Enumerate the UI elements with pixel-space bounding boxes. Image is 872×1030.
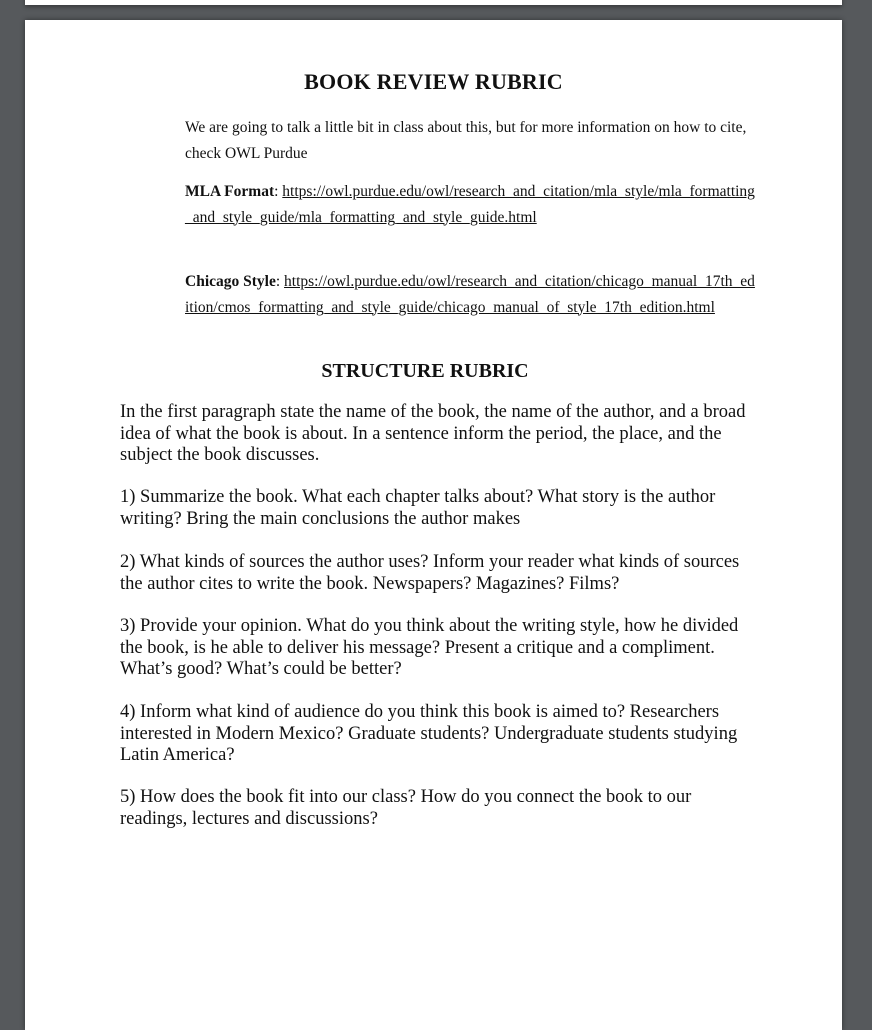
- chicago-label: Chicago Style: [185, 273, 276, 290]
- previous-page-edge: [25, 0, 842, 5]
- rubric-item-1: 1) Summarize the book. What each chapter talks about? What story is the author writing? Bring the main conclusions the author makes: [120, 487, 716, 529]
- rubric-item-5: 5) How does the book fit into our class? How do you connect the book to our readings, lectures and discussions?: [120, 787, 692, 829]
- rubric-item-3: 3) Provide your opinion. What do you think about the writing style, how he divided the book, is he able to deliver his message? Present a critique and a compliment. What’s good? What’s could be better?: [120, 616, 739, 679]
- rubric-item-4: 4) Inform what kind of audience do you think this book is aimed to? Researchers interested in Modern Mexico? Graduate students? Undergraduate students studying Latin America?: [120, 702, 738, 765]
- intro-text: We are going to talk a little bit in class about this, but for more information on how to cite, check OWL Purdue: [185, 119, 747, 162]
- rubric-item-2: 2) What kinds of sources the author uses? Inform your reader what kinds of sources the author cites to write the book. Newspapers? Magazines? Films?: [120, 552, 740, 594]
- document-page: [25, 20, 842, 1030]
- mla-link[interactable]: https://owl.purdue.edu/owl/research_and_citation/mla_style/mla_formatting_and_style_guide/mla_formatting_and_style_guide.html: [185, 183, 755, 226]
- rubric-paragraph: In the first paragraph state the name of the book, the name of the author, and a broad idea of what the book is about. In a sentence inform the period, the place, and the subject the book discusses.: [120, 402, 746, 465]
- chicago-citation: Chicago Style: https://owl.purdue.edu/owl/research_and_citation/chicago_manual_17th_edition/cmos_formatting_and_style_guide/chicago_manual_of_style_17th_edition.html: [185, 273, 755, 316]
- page-title: BOOK REVIEW RUBRIC: [304, 69, 563, 94]
- chicago-link[interactable]: https://owl.purdue.edu/owl/research_and_citation/chicago_manual_17th_edition/cmos_formatting_and_style_guide/chicago_manual_of_style_17th_edition.html: [185, 273, 755, 316]
- mla-citation: MLA Format: https://owl.purdue.edu/owl/research_and_citation/mla_style/mla_formatting_and_style_guide/mla_formatting_and_style_guide.html: [185, 183, 755, 226]
- structure-rubric-heading: STRUCTURE RUBRIC: [321, 360, 529, 382]
- mla-label: MLA Format: [185, 183, 275, 200]
